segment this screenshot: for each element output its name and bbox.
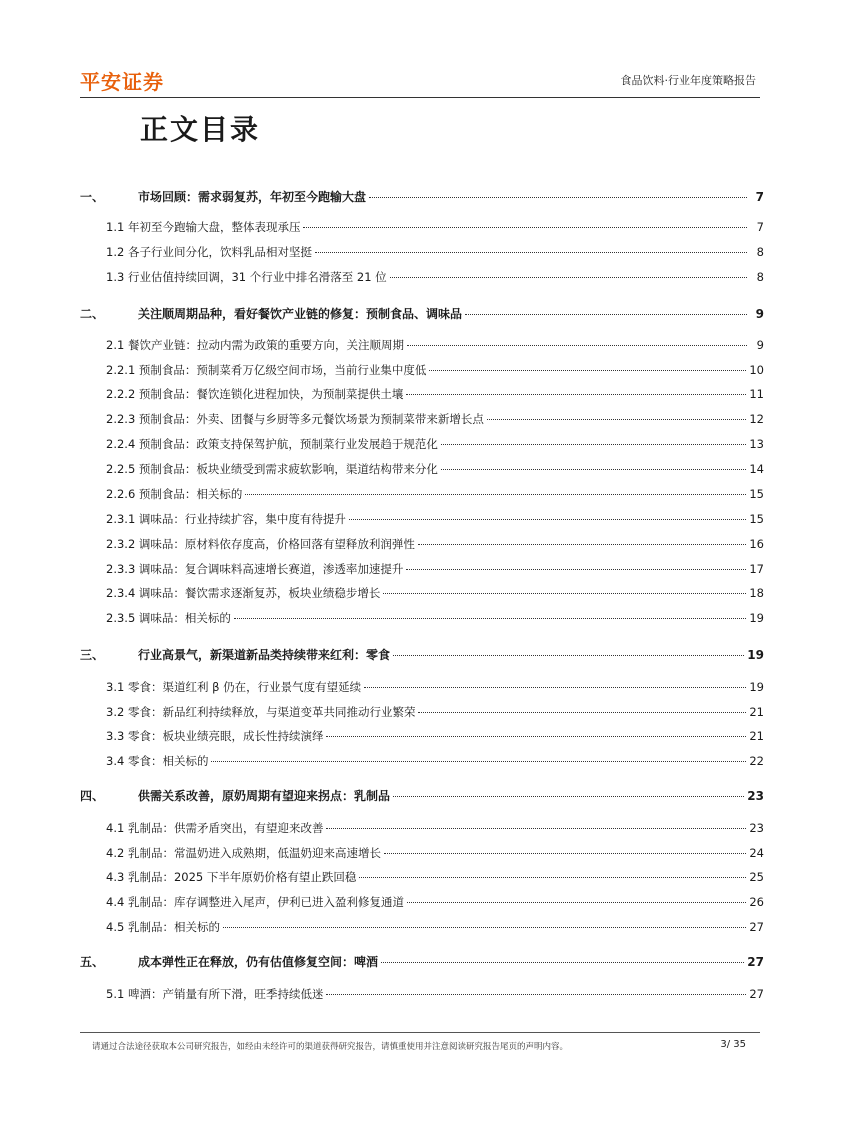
toc-page-number: 17 — [749, 562, 764, 576]
toc-dot-leader — [429, 370, 746, 371]
toc-dot-leader — [406, 394, 746, 395]
toc-dot-leader — [487, 419, 746, 420]
toc-section-entry[interactable] — [80, 362, 764, 378]
toc-page-number: 21 — [749, 705, 764, 719]
toc-section-entry[interactable] — [80, 486, 764, 502]
toc-page-number: 27 — [747, 955, 764, 969]
toc-page-number: 19 — [749, 680, 764, 694]
toc-section-entry[interactable] — [80, 986, 764, 1002]
toc-entry-title: 2.3.5 调味品：相关标的 — [106, 611, 231, 625]
toc-dot-leader — [349, 519, 746, 520]
report-category: 食品饮料·行业年度策略报告 — [620, 74, 756, 87]
toc-entry-title: 1.3 行业估值持续回调，31 个行业中排名滑落至 21 位 — [106, 270, 387, 284]
toc-page-number: 21 — [749, 729, 764, 743]
brand-logo: 平安证券 — [80, 70, 164, 94]
toc-dot-leader — [364, 687, 746, 688]
toc-section-entry[interactable] — [80, 511, 764, 527]
toc-section-entry[interactable] — [80, 728, 764, 744]
toc-entry-title: 4.1 乳制品：供需矛盾突出，有望迎来改善 — [106, 821, 324, 835]
toc-dot-leader — [393, 655, 744, 656]
toc-page-number: 11 — [749, 387, 764, 401]
toc-dot-leader — [369, 197, 747, 198]
toc-chapter-number: 四、 — [80, 789, 105, 803]
toc-chapter-entry[interactable] — [80, 646, 764, 663]
toc-chapter-entry[interactable] — [80, 787, 764, 804]
toc-page-number: 25 — [749, 870, 764, 884]
toc-entry-title: 3.4 零食：相关标的 — [106, 754, 209, 768]
toc-dot-leader — [407, 902, 746, 903]
toc-dot-leader — [315, 252, 747, 253]
toc-dot-leader — [407, 345, 747, 346]
toc-dot-leader — [441, 469, 746, 470]
toc-section-entry[interactable] — [80, 894, 764, 910]
toc-dot-leader — [359, 877, 746, 878]
toc-section-entry[interactable] — [80, 820, 764, 836]
toc-entry-title: 3.1 零食：渠道红利 β 仍在，行业景气度有望延续 — [106, 680, 362, 694]
toc-chapter-number: 五、 — [80, 955, 105, 969]
toc-entry-title: 2.3.2 调味品：原材料依存度高，价格回落有望释放利润弹性 — [106, 537, 415, 551]
toc-entry-title: 2.2.2 预制食品：餐饮连锁化进程加快，为预制菜提供土壤 — [106, 387, 404, 401]
toc-section-entry[interactable] — [80, 610, 764, 626]
footer-disclaimer: 请通过合法途径获取本公司研究报告，如经由未经许可的渠道获得研究报告，请慎重使用并注意阅读研究报告尾页的声明内容。 — [92, 1042, 569, 1052]
toc-dot-leader — [381, 962, 744, 963]
toc-section-entry[interactable] — [80, 753, 764, 769]
toc-chapter-entry[interactable] — [80, 305, 764, 322]
toc-entry-title: 5.1 啤酒：产销量有所下滑，旺季持续低迷 — [106, 987, 324, 1001]
toc-section-entry[interactable] — [80, 411, 764, 427]
toc-entry-title: 2.2.1 预制食品：预制菜肴万亿级空间市场，当前行业集中度低 — [106, 363, 427, 377]
toc-page-number: 7 — [755, 190, 764, 204]
toc-entry-title: 2.2.4 预制食品：政策支持保驾护航，预制菜行业发展趋于规范化 — [106, 437, 438, 451]
toc-entry-title: 行业高景气，新渠道新品类持续带来红利：零食 — [138, 648, 391, 662]
toc-section-entry[interactable] — [80, 585, 764, 601]
toc-entry-title: 市场回顾：需求弱复苏，年初至今跑输大盘 — [138, 190, 367, 204]
toc-dot-leader — [303, 227, 747, 228]
header-divider — [80, 97, 760, 98]
toc-entry-title: 2.2.3 预制食品：外卖、团餐与乡厨等多元餐饮场景为预制菜带来新增长点 — [106, 412, 484, 426]
toc-page-number: 9 — [755, 307, 764, 321]
toc-entry-title: 2.3.4 调味品：餐饮需求逐渐复苏，板块业绩稳步增长 — [106, 586, 381, 600]
toc-page-number: 8 — [756, 270, 764, 284]
toc-dot-leader — [441, 444, 746, 445]
toc-chapter-entry[interactable] — [80, 188, 764, 205]
toc-page-number: 15 — [749, 512, 764, 526]
toc-dot-leader — [465, 314, 747, 315]
toc-entry-title: 成本弹性正在释放，仍有估值修复空间：啤酒 — [138, 955, 379, 969]
toc-page-number: 13 — [749, 437, 764, 451]
toc-dot-leader — [211, 761, 746, 762]
toc-entry-title: 2.2.5 预制食品：板块业绩受到需求疲软影响，渠道结构带来分化 — [106, 462, 438, 476]
toc-entry-title: 2.1 餐饮产业链：拉动内需为政策的重要方向，关注顺周期 — [106, 338, 404, 352]
toc-entry-title: 2.3.1 调味品：行业持续扩容，集中度有待提升 — [106, 512, 346, 526]
toc-entry-title: 3.3 零食：板块业绩亮眼，成长性持续演绎 — [106, 729, 324, 743]
toc-chapter-entry[interactable] — [80, 953, 764, 970]
toc-entry-title: 1.2 各子行业间分化，饮料乳品相对坚挺 — [106, 245, 312, 259]
toc-page-number: 7 — [756, 220, 764, 234]
toc-page-number: 19 — [749, 611, 764, 625]
toc-chapter-number: 二、 — [80, 307, 105, 321]
toc-page-number: 27 — [749, 920, 764, 934]
toc-chapter-number: 三、 — [80, 648, 105, 662]
toc-page-number: 23 — [749, 821, 764, 835]
toc-dot-leader — [326, 994, 746, 995]
toc-section-entry[interactable] — [80, 679, 764, 695]
toc-page-number: 16 — [749, 537, 764, 551]
footer-divider — [80, 1032, 760, 1033]
toc-dot-leader — [245, 494, 746, 495]
toc-section-entry[interactable] — [80, 461, 764, 477]
toc-entry-title: 4.4 乳制品：库存调整进入尾声，伊利已进入盈利修复通道 — [106, 895, 404, 909]
toc-dot-leader — [326, 736, 746, 737]
toc-dot-leader — [383, 593, 746, 594]
toc-entry-title: 4.3 乳制品：2025 下半年原奶价格有望止跌回稳 — [106, 870, 357, 884]
page-title: 正文目录 — [140, 113, 261, 146]
toc-section-entry[interactable] — [80, 536, 764, 552]
toc-section-entry[interactable] — [80, 704, 764, 720]
toc-section-entry[interactable] — [80, 386, 764, 402]
toc-dot-leader — [406, 569, 746, 570]
toc-section-entry[interactable] — [80, 845, 764, 861]
toc-section-entry[interactable] — [80, 919, 764, 935]
toc-dot-leader — [418, 712, 746, 713]
toc-page-number: 26 — [749, 895, 764, 909]
toc-entry-title: 4.2 乳制品：常温奶进入成熟期，低温奶迎来高速增长 — [106, 846, 381, 860]
toc-entry-title: 供需关系改善，原奶周期有望迎来拐点：乳制品 — [138, 789, 391, 803]
toc-section-entry[interactable] — [80, 219, 764, 235]
toc-section-entry[interactable] — [80, 561, 764, 577]
toc-page-number: 24 — [749, 846, 764, 860]
toc-page-number: 23 — [747, 789, 764, 803]
toc-section-entry[interactable] — [80, 269, 764, 285]
toc-dot-leader — [234, 618, 746, 619]
toc-page-number: 10 — [749, 363, 764, 377]
toc-dot-leader — [223, 927, 746, 928]
toc-page-number: 9 — [756, 338, 764, 352]
toc-section-entry[interactable] — [80, 244, 764, 260]
toc-page-number: 18 — [749, 586, 764, 600]
toc-page-number: 8 — [756, 245, 764, 259]
toc-entry-title: 2.2.6 预制食品：相关标的 — [106, 487, 243, 501]
toc-entry-title: 4.5 乳制品：相关标的 — [106, 920, 220, 934]
toc-entry-title: 3.2 零食：新品红利持续释放，与渠道变革共同推动行业繁荣 — [106, 705, 416, 719]
toc-section-entry[interactable] — [80, 337, 764, 353]
toc-dot-leader — [418, 544, 746, 545]
toc-dot-leader — [393, 796, 744, 797]
toc-page-number: 22 — [749, 754, 764, 768]
toc-dot-leader — [390, 277, 747, 278]
toc-page-number: 15 — [749, 487, 764, 501]
toc-dot-leader — [326, 828, 746, 829]
toc-page-number: 14 — [749, 462, 764, 476]
toc-page-number: 19 — [747, 648, 764, 662]
toc-page-number: 12 — [749, 412, 764, 426]
page-number: 3/ 35 — [720, 1039, 746, 1050]
toc-entry-title: 1.1 年初至今跑输大盘，整体表现承压 — [106, 220, 301, 234]
toc-entry-title: 关注顺周期品种，看好餐饮产业链的修复：预制食品、调味品 — [138, 307, 463, 321]
toc-chapter-number: 一、 — [80, 190, 105, 204]
toc-page-number: 27 — [749, 987, 764, 1001]
toc-section-entry[interactable] — [80, 869, 764, 885]
toc-dot-leader — [384, 853, 746, 854]
toc-entry-title: 2.3.3 调味品：复合调味料高速增长赛道，渗透率加速提升 — [106, 562, 404, 576]
toc-section-entry[interactable] — [80, 436, 764, 452]
